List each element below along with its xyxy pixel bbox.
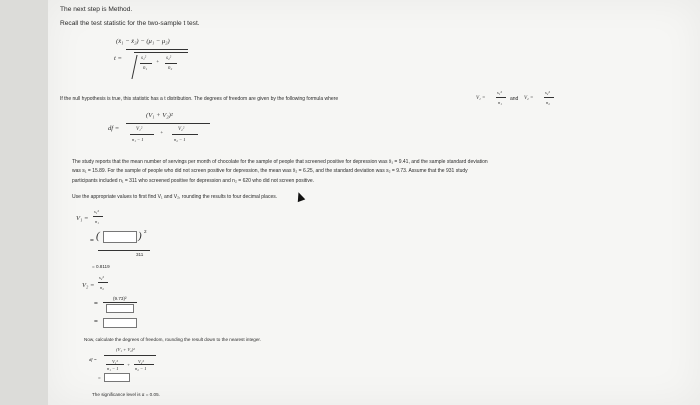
study-text-line2: was s₁ = 15.89. For the sample of people who did not screen positive for depression, the mean was x̄₂ = 6.25, and the standard deviation was s₂ = 9.73. Assume that the 931 study (72, 168, 468, 174)
left-margin (0, 0, 48, 405)
study-text-line3: participants included n₁ = 311 who screened positive for depression and n₂ = 620 who did not screen positive. (72, 178, 315, 184)
intro-recall-text: Recall the test statistic for the two-sample t test. (60, 20, 200, 27)
instruction-calc-df: Now, calculate the degrees of freedom, rounding the result down to the nearest integer. (84, 337, 261, 342)
v2-result-input[interactable] (103, 318, 137, 328)
intro-step-text: The next step is Method. (60, 6, 133, 13)
v1-denominator: 311 (136, 252, 144, 257)
df-result-input[interactable] (104, 373, 130, 382)
t-numerator: (x̄₁ − x̄₂) − (μ₁ − μ₂) (116, 38, 170, 45)
instruction-find-v: Use the appropriate values to first find V₁ and V₂, rounding the results to four decimal places. (72, 194, 278, 200)
v2-n2-input[interactable] (106, 304, 134, 313)
significance-level-text: The significance level is α = 0.05. (92, 392, 160, 397)
df-intro-text: If the null hypothesis is true, this statistic has a t distribution. The degrees of freedom are given by the following formula where (60, 96, 339, 102)
mouse-cursor-icon (295, 191, 306, 202)
v1-result: = 0.8119 (92, 264, 110, 269)
worksheet-page: The next step is Method. Recall the test statistic for the two-sample t test. t = (x̄₁ − x̄₂) − (μ₁ − μ₂) s₁² n₁ + s₂² n₂ If the null hypothesis is true, this statistic has a t distribution. The degrees of freedom are given by the following formula where V₁ = s₁² n₁ and V₂ = s₂² n₂ df = (V₁ + V₂)² V₁² n₁ − 1 + V₂² n₂ − 1 The study reports that the mean number of servings per month of chocolate for the sample of people that screened positive for depression was x̄₁ = 9.41, and the sample standard deviation was s₁ = 15.89. For the sample of people who did not screen positive for depression, the mean was x̄₂ = 6.25, and the standard deviation was s₂ = 9.73. Assume that the 931 study participants included n₁ = 311 who screened positive for depression and n₂ = 620 who did not screen positive. Use the appropriate values to first find V₁ and V₂, rounding the results to four decimal places. V₁ = s₁² n₁ = ( ) 2 311 = 0.8119 V₂ = s₂² n₂ = (9.73)² = Now, calculate the degrees of freedom, rounding the result down to the nearest integer. df = (V₁ + V₂)² V₁² n₁ − 1 + V₂² n₂ − 1 = The significance level is α = 0.05. (48, 0, 700, 405)
v1-s1-input[interactable] (103, 231, 137, 243)
study-text-line1: The study reports that the mean number of servings per month of chocolate for the sample of people that screened positive for depression was x̄₁ = 9.41, and the sample standard deviation (72, 159, 488, 165)
